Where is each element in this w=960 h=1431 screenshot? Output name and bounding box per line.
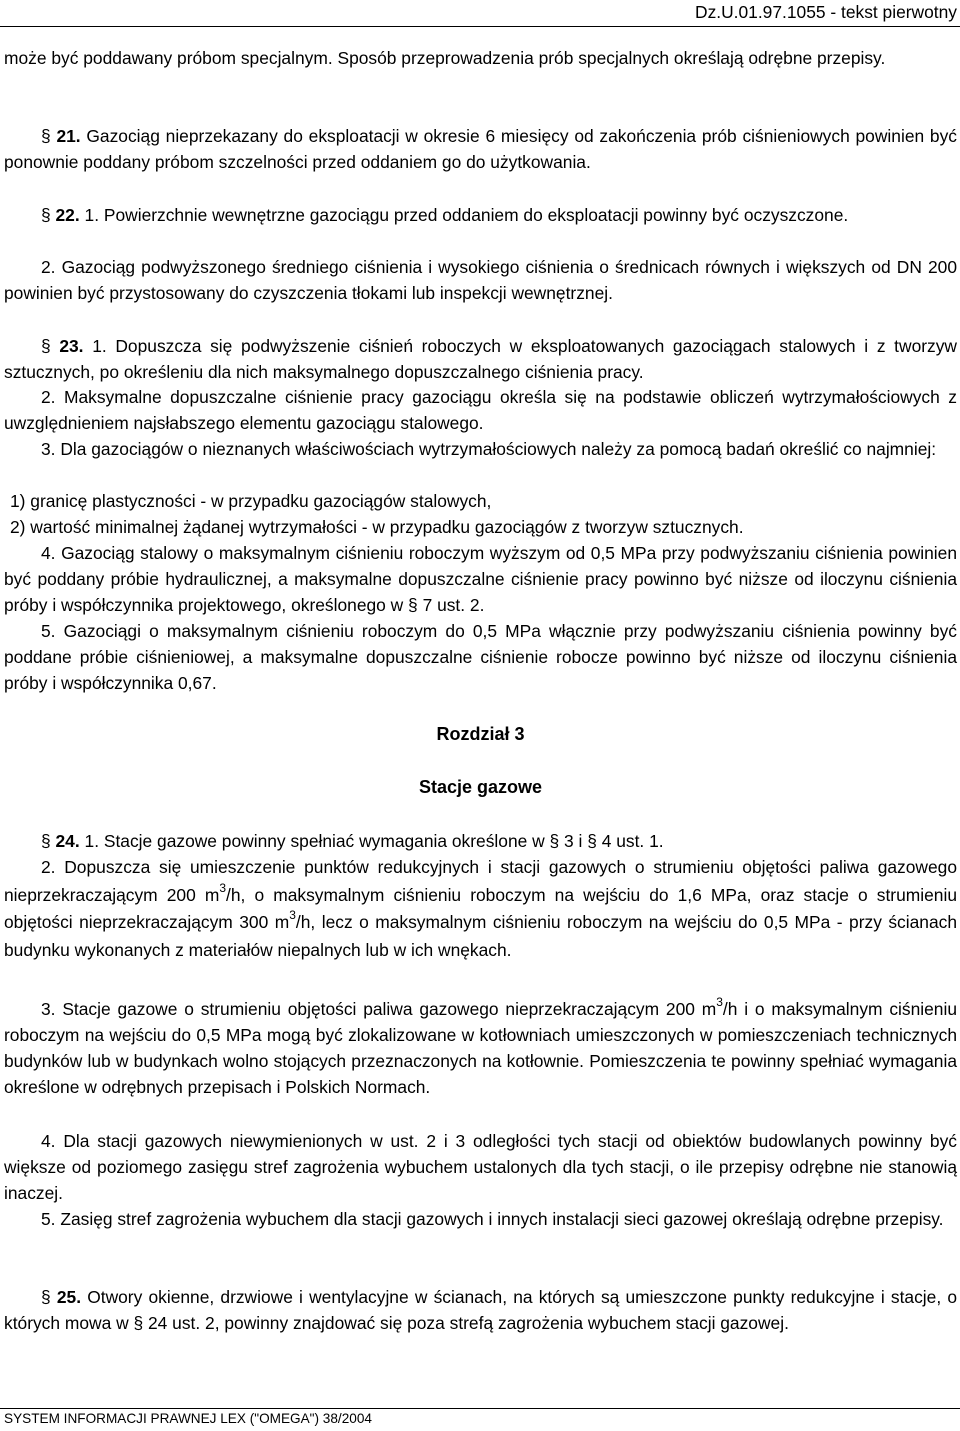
page-header <box>0 0 960 27</box>
section-number: 24. <box>55 831 80 851</box>
section-24-u5: 5. Zasięg stref zagrożenia wybuchem dla stacji gazowych i innych instalacji sieci gazowej określają odrębne przepisy. <box>41 1209 944 1229</box>
section-23-u2: 2. Maksymalne dopuszczalne ciśnienie pracy gazociągu określa się na podstawie obliczeń wytrzymałościowych z uwzględnieniem najsłabszego elementu gazociągu stalowego. <box>4 387 957 433</box>
page-footer <box>0 1408 960 1431</box>
section-22-u1: § 22. 1. Powierzchnie wewnętrzne gazociągu przed oddaniem do eksploatacji powinny być oczyszczone. <box>41 205 849 225</box>
section-text: Otwory okienne, drzwiowe i wentylacyjne w ścianach, na których są umieszczone punkty redukcyjne i stacje, o których mowa w § 24 ust. 2, powinny znajdować się poza strefą zagrożenia wybuchem stacji gazowej. <box>4 1287 957 1333</box>
section-23-u5: 5. Gazociągi o maksymalnym ciśnieniu roboczym do 0,5 MPa włącznie przy podwyższaniu ciśnienia powinny być poddane próbie ciśnieniowej, a maksymalne dopuszczalne ciśnienie robocze powinno być niższe od iloczynu ciśnienia próby i współczynnika 0,67. <box>4 621 957 693</box>
section-22-u2: 2. Gazociąg podwyższonego średniego ciśnienia i wysokiego ciśnienia o średnicach równych i większych od DN 200 powinien być przystosowany do czyszczenia tłokami lub inspekcji wewnętrznej. <box>4 257 957 303</box>
document-id: Dz.U.01.97.1055 - tekst pierwotny <box>695 2 957 22</box>
section-25: § 25. Otwory okienne, drzwiowe i wentylacyjne w ścianach, na których są umieszczone punkty redukcyjne i stacje, o których mowa w § 24 ust. 2, powinny znajdować się poza strefą zagrożenia wybuchem stacji gazowej. <box>4 1287 957 1333</box>
section-text: 1. Dopuszcza się podwyższenie ciśnień roboczych w eksploatowanych gazociągach stalowych i z tworzyw sztucznych, po określeniu dla nich maksymalnego dopuszczalnego ciśnienia pracy. <box>4 336 957 382</box>
section-23-u3: 3. Dla gazociągów o nieznanych właściwościach wytrzymałościowych należy za pomocą badań określić co najmniej: <box>41 439 937 459</box>
chapter-title: Stacje gazowe <box>418 777 543 797</box>
section-21: § 21. Gazociąg nieprzekazany do eksploatacji w okresie 6 miesięcy od zakończenia prób ciśnieniowych powinien być ponownie poddany próbom szczelności przed oddaniem go do użytkowania. <box>4 126 957 172</box>
section-number: 25. <box>56 1287 82 1307</box>
section-24-u3: 3. Stacje gazowe o strumieniu objętości paliwa gazowego nieprzekraczającym 200 $m^3/h$ i o maksymalnym ciśnieniu roboczym na wejściu do 0,5 MPa mogą być zlokalizowane w kotłowniach umieszczonych w pomieszczeniach technicznych budynków lub w budynkach wolno stojących przeznaczonych na kotłownie. Pomieszczenia te powinny spełniać wymagania określone w odrębnych przepisach i Polskich Normach. <box>4 995 957 1097</box>
chapter-label: Rozdział 3 <box>436 724 525 744</box>
section-23-u1: § 23. 1. Dopuszcza się podwyższenie ciśnień roboczych w eksploatowanych gazociągach stalowych i z tworzyw sztucznych, po określeniu dla nich maksymalnego dopuszczalnego ciśnienia pracy. <box>4 336 957 382</box>
section-text: Gazociąg nieprzekazany do eksploatacji w okresie 6 miesięcy od zakończenia prób ciśnieniowych powinien być ponownie poddany próbom szczelności przed oddaniem go do użytkowania. <box>4 126 957 172</box>
section-text: 1. Powierzchnie wewnętrzne gazociągu przed oddaniem do eksploatacji powinny być oczyszczone. <box>79 205 849 225</box>
section-text: 1. Stacje gazowe powinny spełniać wymagania określone w § 3 i § 4 ust. 1. <box>79 831 664 851</box>
section-number: 22. <box>55 205 80 225</box>
section-24-u4: 4. Dla stacji gazowych niewymienionych w ust. 2 i 3 odległości tych stacji od obiektów budowlanych powinny być większe od poziomego zasięgu stref zagrożenia wybuchem ustalonych dla tych stacji, o ile przepisy odrębne nie stanowią inaczej. <box>4 1131 957 1203</box>
section-24-u1: § 24. 1. Stacje gazowe powinny spełniać wymagania określone w § 3 i § 4 ust. 1. <box>41 831 664 851</box>
paragraph-continuation: może być poddawany próbom specjalnym. Sposób przeprowadzenia prób specjalnych określają odrębne przepisy. <box>4 48 886 68</box>
section-number: 21. <box>56 126 81 146</box>
section-number: 23. <box>59 336 84 356</box>
footer-text: SYSTEM INFORMACJI PRAWNEJ LEX ("OMEGA") 38/2004 <box>4 1411 372 1426</box>
section-23-u4: 4. Gazociąg stalowy o maksymalnym ciśnieniu roboczym wyższym od 0,5 MPa przy podwyższaniu ciśnienia powinien być poddany próbie hydraulicznej, a maksymalne dopuszczalne ciśnienie pracy powinno być niższe od iloczynu ciśnienia próby i współczynnika projektowego, określonego w § 7 ust. 2. <box>4 543 957 615</box>
section-24-u2: 2. Dopuszcza się umieszczenie punktów redukcyjnych i stacji gazowych o strumieniu objętości paliwa gazowego nieprzekraczającym 200 $m^3/h$, o maksymalnym ciśnieniu roboczym na wejściu do 1,6 MPa, oraz stacje o strumieniu objętości nieprzekraczającym 300 $m^3/h$, lecz o maksymalnym ciśnieniu roboczym na wejściu do 0,5 MPa - przy ścianach budynku wykonanych z materiałów niepalnych lub w ich wnękach. <box>4 857 957 960</box>
list-item: 2) wartość minimalnej żądanej wytrzymałości - w przypadku gazociągów z tworzyw sztucznych. <box>10 517 744 537</box>
list-item: 1) granicę plastyczności - w przypadku gazociągów stalowych, <box>10 491 492 511</box>
